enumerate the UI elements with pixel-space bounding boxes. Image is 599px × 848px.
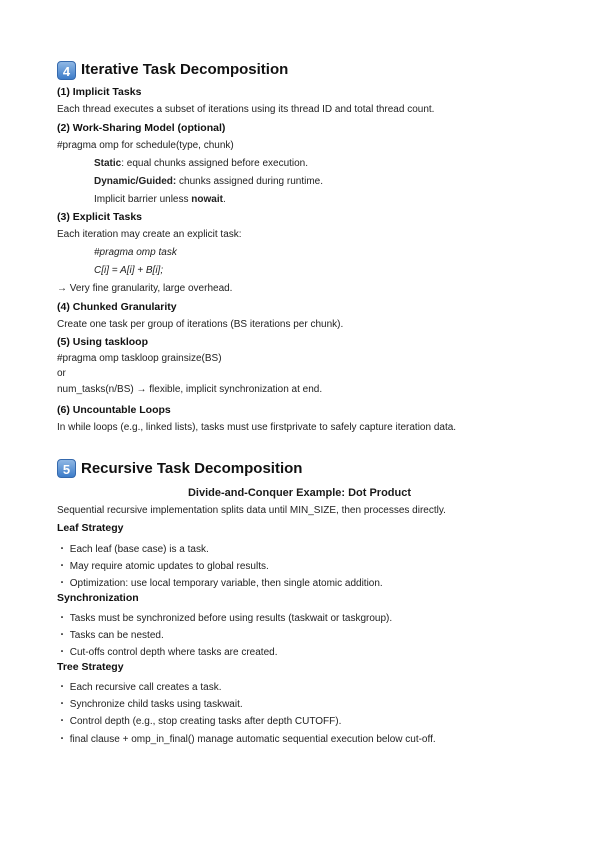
worksharing-heading: (2) Work-Sharing Model (optional) <box>57 122 226 134</box>
static-line <box>94 158 308 169</box>
explicit-tasks-text: Each iteration may create an explicit task: <box>57 229 242 240</box>
synchronization-heading: Synchronization <box>57 592 139 604</box>
chunked-text: Create one task per group of iterations (BS iterations per chunk). <box>57 319 344 330</box>
list-item: ・ May require atomic updates to global results. <box>57 561 269 572</box>
section-5-subtitle: Divide-and-Conquer Example: Dot Product <box>187 487 412 499</box>
implicit-tasks-text: Each thread executes a subset of iterations using its thread ID and total thread count. <box>57 104 435 115</box>
barrier-end: . <box>222 194 226 205</box>
list-item: ・ Cut-offs control depth where tasks are created. <box>57 647 278 658</box>
barrier-line <box>94 194 226 205</box>
barrier-text: Implicit barrier unless <box>94 194 192 205</box>
section-4-title: Iterative Task Decomposition <box>81 61 289 78</box>
chunked-heading: (4) Chunked Granularity <box>57 301 177 313</box>
explicit-note: → Very fine granularity, large overhead. <box>57 283 233 294</box>
taskloop-line3: num_tasks(n/BS) → flexible, implicit synchronization at end. <box>57 384 323 395</box>
list-item: ・ final clause + omp_in_final() manage automatic sequential execution below cut-off. <box>57 734 436 745</box>
section-5-badge: 5 <box>57 459 76 478</box>
list-item: ・ Each recursive call creates a task. <box>57 682 222 693</box>
list-item: ・ Control depth (e.g., stop creating tasks after depth CUTOFF). <box>57 716 342 727</box>
barrier-bold: nowait <box>191 194 223 205</box>
explicit-tasks-heading: (3) Explicit Tasks <box>57 211 143 223</box>
dynamic-label: Dynamic/Guided: <box>94 176 177 187</box>
list-item: ・ Optimization: use local temporary variable, then single atomic addition. <box>57 578 383 589</box>
implicit-tasks-heading: (1) Implicit Tasks <box>57 86 142 98</box>
list-item: ・ Tasks must be synchronized before using results (taskwait or taskgroup). <box>57 613 393 624</box>
tree-strategy-heading: Tree Strategy <box>57 661 124 673</box>
uncountable-text: In while loops (e.g., linked lists), tasks must use firstprivate to safely capture iteration data. <box>57 422 457 433</box>
taskloop-heading: (5) Using taskloop <box>57 336 149 348</box>
taskloop-line1: #pragma omp taskloop grainsize(BS) <box>57 353 222 364</box>
list-item: ・ Each leaf (base case) is a task. <box>57 544 209 555</box>
worksharing-pragma: #pragma omp for schedule(type, chunk) <box>57 140 234 151</box>
taskloop-line2: or <box>57 368 66 379</box>
leaf-strategy-heading: Leaf Strategy <box>57 522 124 534</box>
dynamic-text: chunks assigned during runtime. <box>176 176 323 187</box>
list-item: ・ Synchronize child tasks using taskwait. <box>57 699 243 710</box>
section-5-intro: Sequential recursive implementation splits data until MIN_SIZE, then processes directly. <box>57 505 446 516</box>
explicit-code-pragma: #pragma omp task <box>94 247 177 258</box>
section-5-title: Recursive Task Decomposition <box>81 460 303 477</box>
static-label: Static <box>94 158 122 169</box>
uncountable-heading: (6) Uncountable Loops <box>57 404 171 416</box>
explicit-code-statement: C[i] = A[i] + B[i]; <box>94 265 164 276</box>
static-text: : equal chunks assigned before execution. <box>121 158 309 169</box>
list-item: ・ Tasks can be nested. <box>57 630 164 641</box>
section-4-badge: 4 <box>57 61 76 80</box>
dynamic-line <box>94 176 323 187</box>
